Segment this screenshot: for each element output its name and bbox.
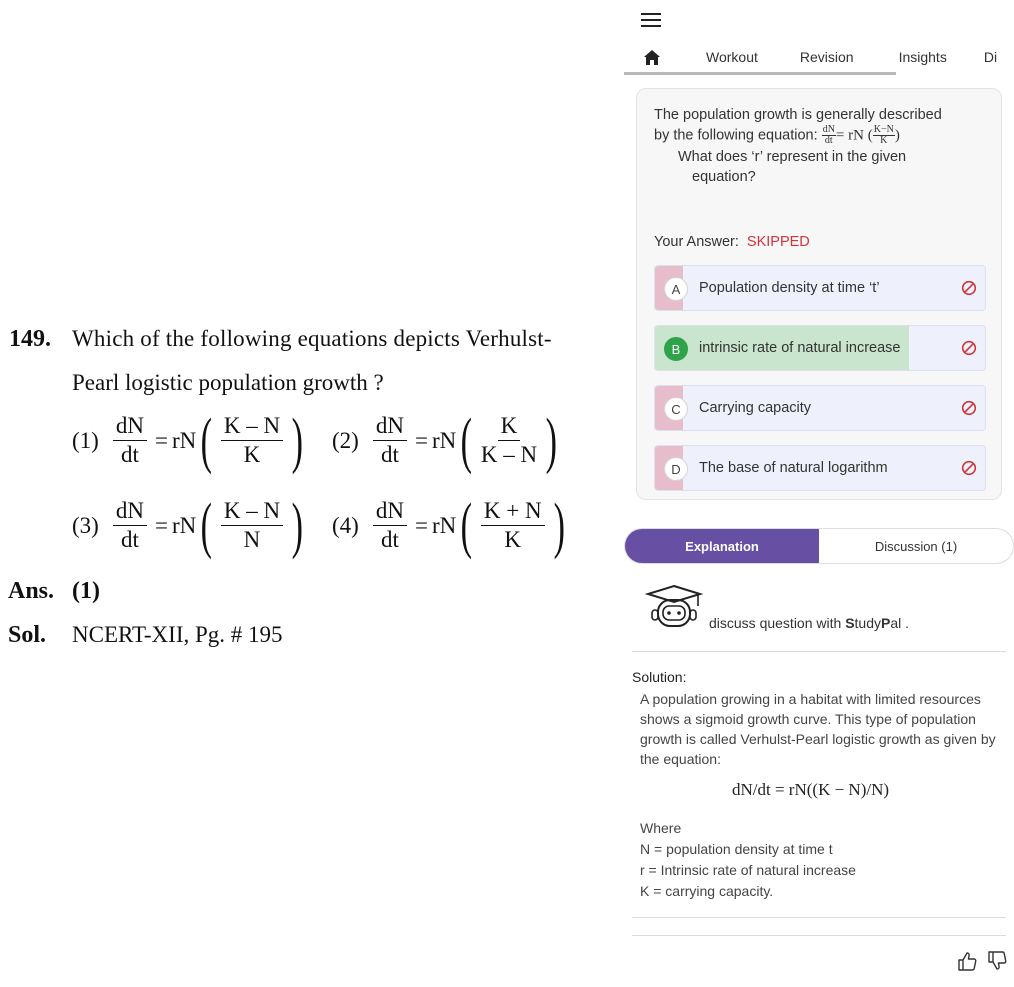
lhs-fraction xyxy=(373,497,407,554)
eq-rhs-den: K xyxy=(880,135,888,146)
coefficient: rN xyxy=(431,512,457,538)
tab-discuss-truncated[interactable]: Di xyxy=(983,49,998,65)
discuss-prefix: discuss question with xyxy=(709,615,846,631)
tab-discussion[interactable]: Discussion (1) xyxy=(874,538,958,554)
left-paren: ( xyxy=(200,491,213,560)
eq-end: ) xyxy=(894,127,900,144)
lhs-numerator: dN xyxy=(373,497,407,526)
eq-lhs-den: dt xyxy=(824,135,833,146)
explanation-discussion-tabs xyxy=(624,528,1014,564)
left-paren: ( xyxy=(460,406,473,475)
option-number: (2) xyxy=(332,427,359,453)
lhs-denominator: dt xyxy=(120,527,139,552)
solution-label: Sol. xyxy=(8,622,47,648)
question-line2 xyxy=(654,125,900,146)
your-answer-status: SKIPPED xyxy=(746,234,810,250)
equals-sign: = xyxy=(414,512,428,538)
eq-rhs-fraction xyxy=(873,125,895,146)
not-allowed-icon xyxy=(961,340,977,356)
discuss-with-studypal-link[interactable] xyxy=(709,615,909,631)
rhs-fraction xyxy=(481,497,545,554)
rhs-denominator: K xyxy=(243,442,261,467)
your-answer-label: Your Answer: xyxy=(654,234,739,250)
lhs-fraction xyxy=(113,497,147,554)
tab-revision[interactable]: Revision xyxy=(799,49,854,65)
left-paren: ( xyxy=(460,491,473,560)
divider xyxy=(632,935,1006,936)
question-card xyxy=(636,88,1002,500)
eq-lhs-num: dN xyxy=(822,124,835,135)
question-line4: equation? xyxy=(692,169,756,185)
rhs-numerator: K xyxy=(498,412,521,441)
lhs-numerator: dN xyxy=(113,412,147,441)
lhs-denominator: dt xyxy=(120,442,139,467)
not-allowed-icon xyxy=(961,400,977,416)
question-option-1 xyxy=(72,406,308,475)
practice-panel xyxy=(624,0,1014,987)
option-text: Population density at time ‘t’ xyxy=(699,280,880,296)
solution-reference: NCERT-XII, Pg. # 195 xyxy=(72,622,283,647)
option-number: (1) xyxy=(72,427,99,453)
lhs-fraction xyxy=(113,412,147,469)
not-allowed-icon xyxy=(961,280,977,296)
definition-n: N = population density at time t xyxy=(640,841,833,857)
left-paren: ( xyxy=(200,406,213,475)
option-letter-badge: A xyxy=(664,277,688,301)
your-answer-row xyxy=(654,234,810,250)
home-icon xyxy=(644,50,660,65)
hamburger-menu-icon[interactable] xyxy=(641,13,661,27)
question-line3: What does ‘r’ represent in the given xyxy=(678,149,907,165)
solution-equation: dN/dt = rN((K − N)/N) xyxy=(732,780,890,799)
question-line1: The population growth is generally described xyxy=(654,107,942,123)
option-text: Carrying capacity xyxy=(699,400,812,416)
option-text: intrinsic rate of natural increase xyxy=(699,340,901,356)
studypal-al: al . xyxy=(890,615,910,631)
question-option-4 xyxy=(332,491,569,560)
coefficient: rN xyxy=(171,512,197,538)
definition-r: r = Intrinsic rate of natural increase xyxy=(640,862,856,878)
studypal-s: S xyxy=(845,615,855,631)
solution-body: A population growing in a habitat with limited resources shows a sigmoid growth curve. This type of population growth is called Verhulst-Pearl logistic growth as given by the equation: xyxy=(640,691,996,767)
lhs-numerator: dN xyxy=(373,412,407,441)
answer-value: (1) xyxy=(72,578,100,604)
definition-k: K = carrying capacity. xyxy=(640,883,774,899)
solution-definitions xyxy=(640,818,856,902)
rhs-denominator: K xyxy=(504,527,522,552)
eq-rhs-num: K−N xyxy=(873,124,894,135)
not-allowed-icon xyxy=(961,460,977,476)
question-text-line2: Pearl logistic population growth ? xyxy=(72,370,384,395)
top-nav xyxy=(624,38,1014,76)
rhs-denominator: K – N xyxy=(480,442,538,467)
lhs-fraction xyxy=(373,412,407,469)
lhs-numerator: dN xyxy=(113,497,147,526)
answer-label: Ans. xyxy=(8,578,55,604)
right-paren: ) xyxy=(291,491,304,560)
thumbs-up-icon[interactable] xyxy=(956,950,978,972)
rhs-numerator: K + N xyxy=(481,497,545,526)
lhs-denominator: dt xyxy=(380,442,399,467)
right-paren: ) xyxy=(545,406,558,475)
option-number: (4) xyxy=(332,512,359,538)
studypal-p: P xyxy=(881,615,891,631)
answer-option-a[interactable] xyxy=(654,265,986,311)
option-letter-badge: C xyxy=(664,397,688,421)
answer-option-d[interactable] xyxy=(654,445,986,491)
equals-sign: = xyxy=(154,427,168,453)
studypal-tudy: tudy xyxy=(854,615,881,631)
thumbs-down-icon[interactable] xyxy=(986,950,1008,972)
answer-option-b[interactable] xyxy=(654,325,986,371)
rhs-numerator: K – N xyxy=(221,497,283,526)
question-line2-prefix: by the following equation: xyxy=(654,127,818,144)
home-tab[interactable] xyxy=(624,50,680,65)
question-option-3 xyxy=(72,491,308,560)
rhs-numerator: K – N xyxy=(221,412,283,441)
option-number: (3) xyxy=(72,512,99,538)
divider xyxy=(632,651,1006,652)
option-letter-badge: B xyxy=(664,337,688,361)
question-text-line1: Which of the following equations depicts Verhulst- xyxy=(72,326,552,351)
divider xyxy=(632,917,1006,918)
where-label: Where xyxy=(640,820,682,836)
eq-middle: = rN ( xyxy=(835,127,873,144)
lhs-denominator: dt xyxy=(380,527,399,552)
rhs-fraction xyxy=(221,497,283,554)
option-text: The base of natural logarithm xyxy=(699,460,888,476)
tab-explanation[interactable]: Explanation xyxy=(625,529,819,563)
equals-sign: = xyxy=(154,512,168,538)
solution-title: Solution: xyxy=(632,669,687,685)
coefficient: rN xyxy=(171,427,197,453)
studypal-robot-icon[interactable] xyxy=(644,584,704,632)
coefficient: rN xyxy=(431,427,457,453)
equals-sign: = xyxy=(414,427,428,453)
eq-lhs-fraction xyxy=(822,125,836,146)
question-option-2 xyxy=(332,406,562,475)
rhs-fraction xyxy=(221,412,283,469)
rhs-fraction xyxy=(481,412,537,469)
nav-active-indicator xyxy=(624,72,896,75)
right-paren: ) xyxy=(291,406,304,475)
question-number: 149. xyxy=(9,326,51,352)
right-paren: ) xyxy=(553,491,565,560)
tab-workout[interactable]: Workout xyxy=(706,49,758,65)
tab-insights[interactable]: Insights xyxy=(898,49,947,65)
answer-option-c[interactable] xyxy=(654,385,986,431)
option-letter-badge: D xyxy=(664,457,688,481)
rhs-denominator: N xyxy=(243,527,261,552)
